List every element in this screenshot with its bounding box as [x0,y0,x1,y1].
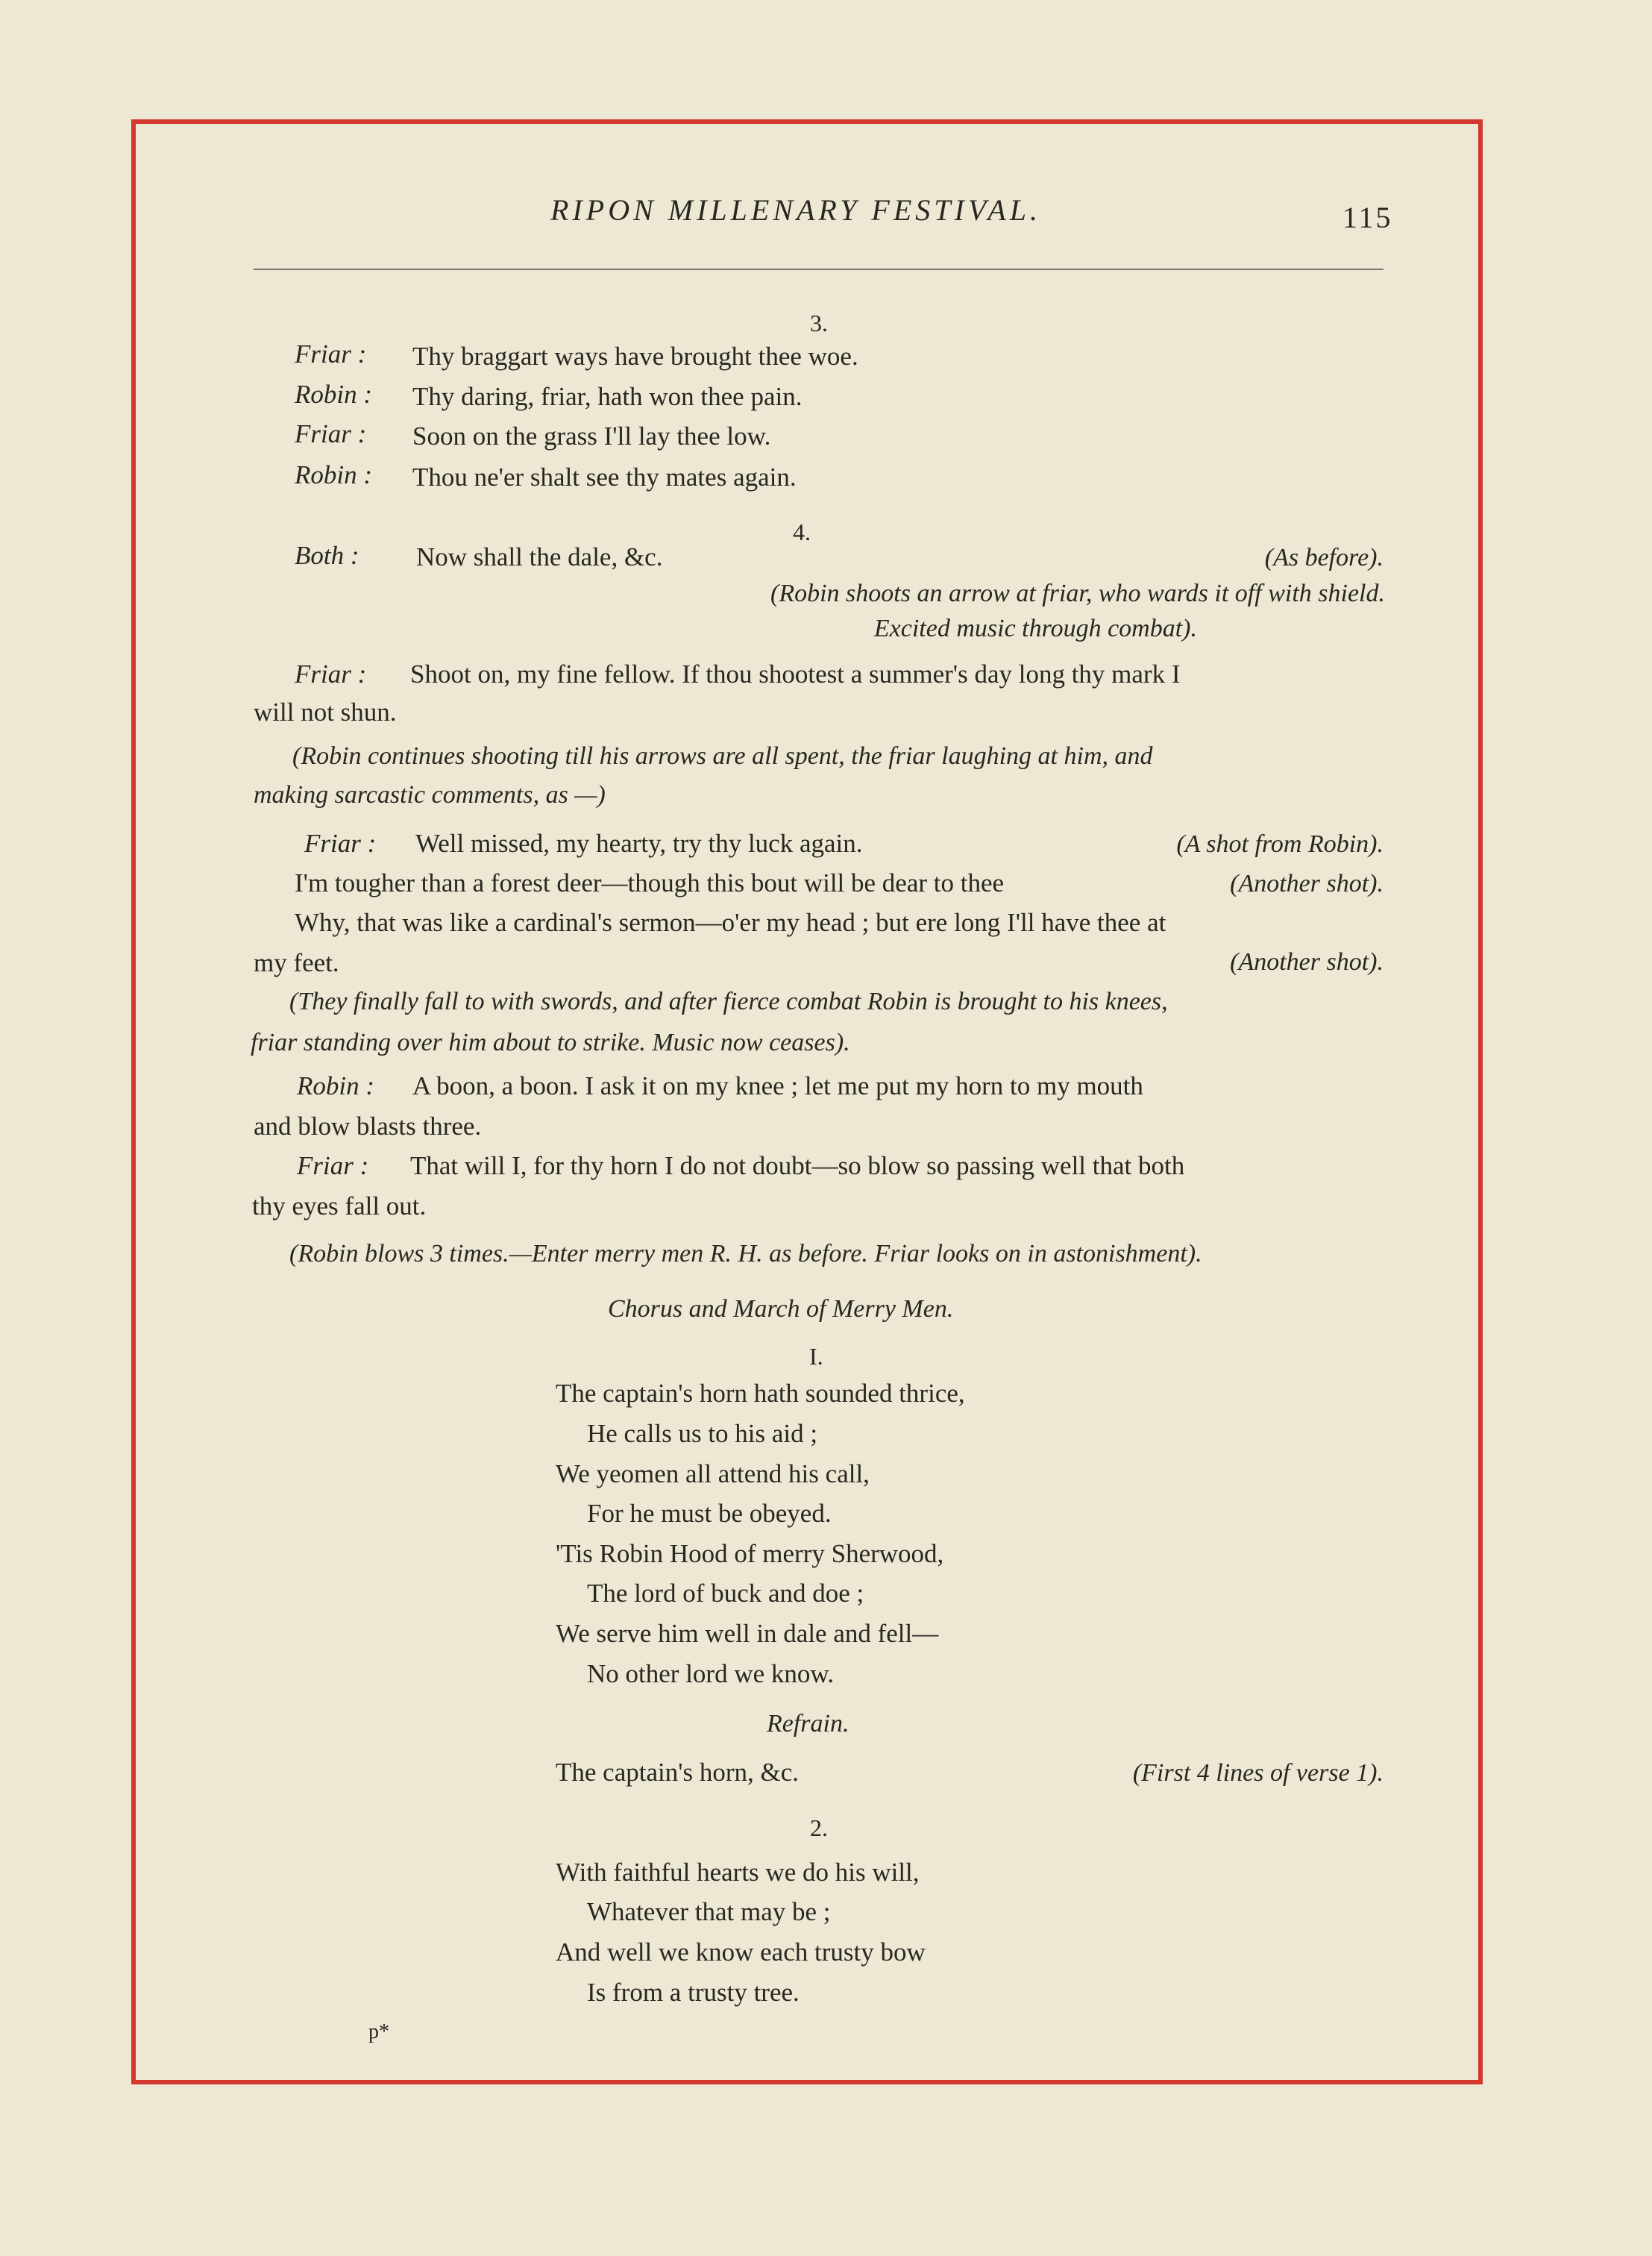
chorus-line: We yeomen all attend his call, [556,1459,870,1488]
dialogue-line: thy eyes fall out. [252,1191,427,1221]
refrain-line: The captain's horn, &c. [556,1758,800,1787]
refrain-title: Refrain. [767,1710,849,1738]
page-border [131,119,1483,2084]
stage-note: (Another shot). [1230,870,1384,897]
chorus-line: No other lord we know. [587,1659,835,1688]
speaker-label: Robin : [295,380,373,409]
speaker-label: Friar : [304,829,377,858]
verse-number: 2. [810,1814,828,1841]
verse-number: 4. [793,518,811,545]
speaker-label: Robin : [295,460,373,489]
verse-line: Thou ne'er shalt see thy mates again. [412,463,797,492]
stage-direction: (Robin blows 3 times.—Enter merry men R. H. as before. Friar looks on in astonishment). [289,1240,1202,1268]
stage-note: (A shot from Robin). [1176,830,1384,858]
chorus-line: He calls us to his aid ; [587,1419,818,1448]
dialogue-line: and blow blasts three. [254,1112,482,1141]
speaker-label: Friar : [295,419,367,448]
dialogue-line: will not shun. [254,698,397,727]
stage-direction: Excited music through combat). [873,615,1197,642]
stage-direction: friar standing over him about to strike. Music now ceases). [251,1029,850,1056]
running-title: RIPON MILLENARY FESTIVAL. [550,193,1041,227]
chorus-line: And well we know each trusty bow [556,1937,926,1967]
chorus-line: The captain's horn hath sounded thrice, [556,1379,965,1408]
speaker-label: Robin : [297,1071,375,1100]
stage-note: (As before). [1264,544,1384,571]
page-number: 115 [1342,201,1393,234]
dialogue-line: That will I, for thy horn I do not doubt—so blow so passing well that both [410,1151,1185,1180]
chorus-line: Whatever that may be ; [587,1897,831,1926]
stage-note: (First 4 lines of verse 1). [1132,1759,1384,1787]
speaker-label: Both : [295,541,359,570]
chorus-line: Is from a trusty tree. [587,1978,800,2007]
verse-number: I. [809,1343,823,1370]
speaker-label: Friar : [295,339,367,369]
verse-line: Now shall the dale, &c. [416,542,663,571]
dialogue-line: Shoot on, my fine fellow. If thou shootest a summer's day long thy mark I [410,659,1181,689]
dialogue-line: I'm tougher than a forest deer—though this bout will be dear to thee [295,868,1005,897]
speaker-label: Friar : [295,659,367,689]
signature-mark: p* [368,2020,389,2043]
verse-line: Soon on the grass I'll lay thee low. [412,422,771,451]
chorus-title: Chorus and March of Merry Men. [608,1295,954,1323]
verse-number: 3. [810,310,828,336]
dialogue-line: my feet. [254,948,339,977]
chorus-line: The lord of buck and doe ; [587,1579,864,1608]
stage-direction: (They finally fall to with swords, and after fierce combat Robin is brought to his knees, [289,988,1168,1015]
dialogue-line: A boon, a boon. I ask it on my knee ; let me put my horn to my mouth [412,1071,1143,1100]
header-rule [254,269,1384,270]
stage-note: (Another shot). [1230,948,1384,976]
verse-line: Thy daring, friar, hath won thee pain. [412,382,803,411]
dialogue-line: Well missed, my hearty, try thy luck again. [415,829,863,858]
speaker-label: Friar : [297,1151,369,1180]
stage-direction: (Robin shoots an arrow at friar, who wards it off with shield. [770,580,1385,607]
chorus-line: With faithful hearts we do his will, [556,1858,920,1887]
stage-direction: making sarcastic comments, as —) [254,781,606,809]
chorus-line: 'Tis Robin Hood of merry Sherwood, [556,1539,944,1568]
dialogue-line: Why, that was like a cardinal's sermon—o'er my head ; but ere long I'll have thee at [295,908,1166,937]
verse-line: Thy braggart ways have brought thee woe. [412,342,858,371]
stage-direction: (Robin continues shooting till his arrows are all spent, the friar laughing at him, and [292,742,1153,770]
chorus-line: For he must be obeyed. [587,1499,832,1528]
chorus-line: We serve him well in dale and fell— [556,1619,939,1648]
